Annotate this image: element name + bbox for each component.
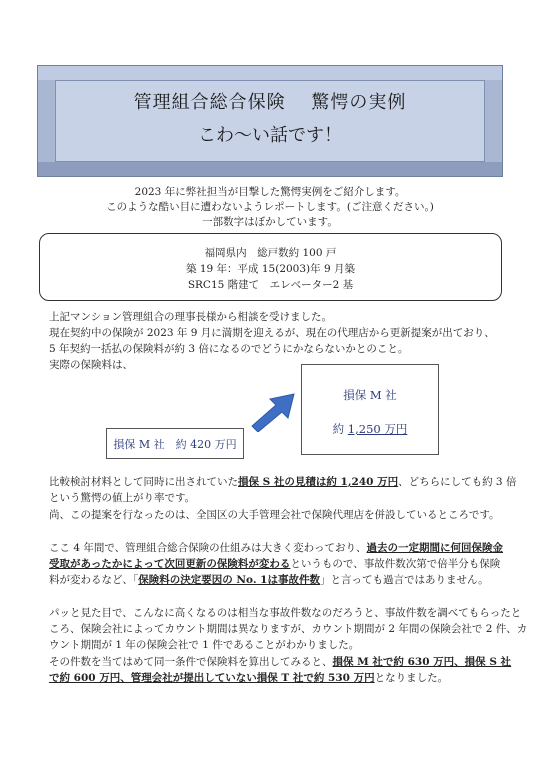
- body2-text-a: 比較検討材料として同時に出されていた: [49, 476, 238, 488]
- body3-line-2: [49, 557, 500, 572]
- intro-line-3: 一部数字はぼかしています。: [202, 216, 338, 228]
- body3-line-1: [49, 541, 503, 556]
- body2-line-1: [49, 475, 516, 490]
- quote-s-company: 損保 M 社: [343, 388, 397, 402]
- property-line-1: 福岡県内 総戸数約 100 戸: [204, 247, 337, 259]
- intro-line-2: このような酷い目に遭わないようレポートします。(ご注意ください。): [106, 201, 434, 213]
- body4-line-4: [49, 655, 511, 670]
- quote-m-text: 損保 M 社 約 420 万円: [113, 437, 237, 451]
- body3-text-c: 料が変わるなど、「: [49, 574, 139, 586]
- body3-line-3: [49, 573, 489, 588]
- body4-highlight-1: 損保 M 社で約 630 万円、損保 S 社: [332, 656, 512, 668]
- body3-highlight-2: 受取があったかによって次回更新の保険料が変わる: [49, 558, 291, 570]
- body4-line-3: ウント期間が 1 年の保険会社で 1 件であることがわかりました。: [49, 639, 360, 651]
- quote-box-s: [301, 364, 439, 455]
- body2-line-2: という驚愕の値上がり率です。: [49, 492, 196, 504]
- body1-line-3: 5 年契約一括払の保険料が約 3 倍になるのでどうにかならないかとのこと。: [49, 343, 409, 355]
- body4-line-1: パッと見た目で、こんなに高くなるのは相当な事故件数なのだろうと、事故件数を調べてもらったと: [49, 607, 522, 619]
- property-line-3: SRC15 階建て エレベーター2 基: [187, 279, 354, 291]
- plaque-bevel-top: [38, 66, 502, 80]
- body4-text-a: その件数を当てはめて同一条件で保険料を算出してみると、: [49, 656, 333, 668]
- plaque-bevel-bottom: [38, 162, 502, 176]
- increase-arrow-icon: [246, 388, 302, 432]
- body1-line-4: 実際の保険料は、: [49, 359, 133, 371]
- body1-line-1: 上記マンション管理組合の理事長様から相談を受けました。: [49, 311, 333, 323]
- property-line-2: 築 19 年：平成 15(2003)年 9 月築: [185, 263, 355, 275]
- body2-text-c: 、どちらにしても約 3 倍: [398, 476, 517, 488]
- body3-text-b: というもので、事故件数次第で倍半分も保険: [290, 558, 501, 570]
- page-subtitle: こわ〜い話です！: [198, 125, 342, 146]
- body4-line-5: [49, 671, 448, 686]
- body4-highlight-2: で約 600 万円、管理会社が提出していない損保 T 社で約 530 万円: [49, 672, 375, 684]
- property-info-box: [39, 233, 502, 301]
- quote-box-m: [106, 428, 244, 459]
- body2-highlight: 損保 S 社の見積は約 1,240 万円: [238, 476, 399, 488]
- body3-text-d: 」と言っても過言ではありません。: [319, 574, 489, 586]
- body2-line-3: 尚、この提案を行なったのは、全国区の大手管理会社で保険代理店を併設しているところです。: [49, 509, 500, 521]
- page-title: 管理組合総合保険 驚愕の実例: [133, 92, 407, 113]
- body3-highlight-1: 過去の一定期間に何回保険金: [366, 542, 504, 554]
- intro-line-1: 2023 年に弊社担当が目撃した驚愕実例をご紹介します。: [134, 186, 406, 198]
- body4-line-2: ころ、保険会社によってカウント期間は異なりますが、カウント期間が 2 年間の保険会社で 2 件、カ: [49, 623, 528, 635]
- body3-highlight-3: 保険料の決定要因の No. 1は事故件数: [138, 574, 320, 586]
- quote-s-price-line: [302, 421, 438, 437]
- quote-s-price: 1,250 万円: [347, 422, 408, 436]
- body3-text-a: ここ 4 年間で、管理組合総合保険の仕組みは大きく変わっており、: [49, 542, 367, 554]
- quote-s-price-prefix: 約: [332, 422, 348, 436]
- body1-line-2: 現在契約中の保険が 2023 年 9 月に満期を迎えるが、現在の代理店から更新提案が出ており、: [49, 327, 495, 339]
- body4-text-b: となりました。: [374, 672, 449, 684]
